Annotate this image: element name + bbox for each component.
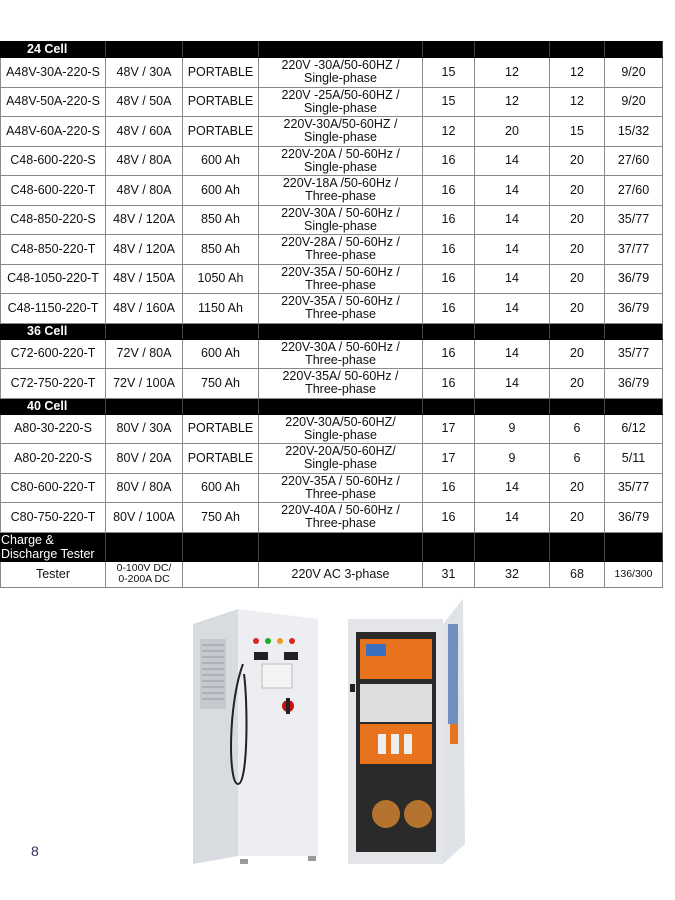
input-power-cell (259, 117, 423, 147)
section-title: 24 Cell (1, 42, 106, 58)
output-cell: 48V / 80A (106, 146, 183, 176)
model-cell: A80-20-220-S (1, 444, 106, 474)
capacity-cell: 850 Ah (183, 205, 259, 235)
header-cell (550, 42, 605, 58)
section-header-row (1, 323, 663, 339)
input-power-line2: Three-phase (305, 277, 376, 292)
model-cell: C48-1150-220-T (1, 294, 106, 324)
spec-cell: 20 (550, 146, 605, 176)
header-cell (423, 398, 475, 414)
header-cell (423, 42, 475, 58)
input-power-line1: 220V-35A / 50-60Hz / (281, 264, 400, 279)
table-row (1, 87, 663, 117)
model-cell: A48V-30A-220-S (1, 58, 106, 88)
capacity-cell (183, 561, 259, 587)
input-power-line2: Single-phase (304, 427, 377, 442)
input-power-cell (259, 264, 423, 294)
header-cell (106, 42, 183, 58)
weight-cell: 6/12 (605, 414, 663, 444)
spec-cell: 16 (423, 339, 475, 369)
header-cell (259, 532, 423, 561)
spec-cell: 16 (423, 473, 475, 503)
weight-cell: 36/79 (605, 503, 663, 533)
model-cell: C72-600-220-T (1, 339, 106, 369)
output-cell: 48V / 160A (106, 294, 183, 324)
spec-cell: 32 (475, 561, 550, 587)
model-cell: A48V-60A-220-S (1, 117, 106, 147)
output-cell: 72V / 100A (106, 369, 183, 399)
spec-cell: 14 (475, 264, 550, 294)
model-cell: C72-750-220-T (1, 369, 106, 399)
section-title-line1: Charge & (1, 532, 54, 547)
weight-cell: 27/60 (605, 176, 663, 206)
spec-cell: 20 (550, 205, 605, 235)
input-power-line1: 220V -25A/50-60HZ / (281, 87, 400, 102)
capacity-cell: 1050 Ah (183, 264, 259, 294)
spec-cell: 14 (475, 176, 550, 206)
input-power-line1: 220V-18A /50-60Hz / (282, 176, 399, 191)
spec-cell: 12 (423, 117, 475, 147)
output-cell: 72V / 80A (106, 339, 183, 369)
section-title: 36 Cell (1, 323, 106, 339)
weight-cell: 36/79 (605, 369, 663, 399)
model-cell: C80-600-220-T (1, 473, 106, 503)
input-power-line2: Single-phase (304, 159, 377, 174)
input-power-cell (259, 205, 423, 235)
input-power-line2: Three-phase (305, 189, 376, 204)
spec-cell: 15 (423, 58, 475, 88)
weight-cell: 35/77 (605, 339, 663, 369)
open-cabinet-image (348, 599, 465, 864)
section-title (1, 532, 106, 561)
header-cell (106, 532, 183, 561)
spec-cell: 14 (475, 146, 550, 176)
output-cell: 48V / 150A (106, 264, 183, 294)
input-power-line2: Three-phase (305, 486, 376, 501)
capacity-cell: 600 Ah (183, 339, 259, 369)
charger-cabinets-photo (188, 594, 478, 879)
output-cell: 48V / 50A (106, 87, 183, 117)
spec-cell: 20 (550, 176, 605, 206)
spec-cell: 12 (550, 87, 605, 117)
table-row (1, 58, 663, 88)
spec-cell: 20 (550, 235, 605, 265)
weight-cell: 9/20 (605, 87, 663, 117)
weight-cell: 36/79 (605, 264, 663, 294)
weight-cell: 27/60 (605, 146, 663, 176)
header-cell (423, 532, 475, 561)
table-row (1, 473, 663, 503)
header-cell (259, 42, 423, 58)
spec-cell: 16 (423, 503, 475, 533)
section-header-row (1, 42, 663, 58)
spec-cell: 20 (550, 369, 605, 399)
spec-cell: 14 (475, 369, 550, 399)
spec-cell: 20 (550, 473, 605, 503)
weight-cell: 136/300 (605, 561, 663, 587)
input-power-cell (259, 473, 423, 503)
table-row (1, 264, 663, 294)
table-row (1, 146, 663, 176)
header-cell (605, 398, 663, 414)
spec-cell: 14 (475, 473, 550, 503)
input-power-line2: Three-phase (305, 352, 376, 367)
output-cell (106, 561, 183, 587)
product-spec-table (0, 41, 663, 588)
spec-cell: 16 (423, 235, 475, 265)
header-cell (475, 398, 550, 414)
output-cell: 80V / 20A (106, 444, 183, 474)
input-power-line2: Three-phase (305, 382, 376, 397)
spec-cell: 20 (550, 503, 605, 533)
table-row (1, 369, 663, 399)
output-cell: 80V / 30A (106, 414, 183, 444)
header-cell (259, 323, 423, 339)
spec-cell: 16 (423, 264, 475, 294)
capacity-cell: PORTABLE (183, 117, 259, 147)
section-title: 40 Cell (1, 398, 106, 414)
weight-cell: 5/11 (605, 444, 663, 474)
header-cell (550, 323, 605, 339)
header-cell (605, 532, 663, 561)
input-power-line2: Single-phase (304, 71, 377, 86)
input-power-line1: 220V-35A / 50-60Hz / (281, 294, 400, 309)
table-row (1, 414, 663, 444)
spec-cell: 14 (475, 503, 550, 533)
model-cell: C48-850-220-T (1, 235, 106, 265)
input-power-cell (259, 176, 423, 206)
input-power-line1: 220V-20A / 50-60Hz / (281, 146, 400, 161)
spec-cell: 16 (423, 294, 475, 324)
weight-cell: 35/77 (605, 473, 663, 503)
spec-cell: 16 (423, 369, 475, 399)
table-row (1, 561, 663, 587)
spec-cell: 16 (423, 176, 475, 206)
spec-cell: 12 (475, 58, 550, 88)
capacity-cell: 600 Ah (183, 473, 259, 503)
table-row (1, 205, 663, 235)
spec-cell: 6 (550, 414, 605, 444)
input-power-cell (259, 294, 423, 324)
spec-cell: 17 (423, 414, 475, 444)
input-power-cell (259, 87, 423, 117)
spec-cell: 9 (475, 444, 550, 474)
output-cell: 48V / 120A (106, 205, 183, 235)
table-row (1, 339, 663, 369)
table-row (1, 444, 663, 474)
capacity-cell: 1150 Ah (183, 294, 259, 324)
spec-cell: 31 (423, 561, 475, 587)
header-cell (183, 532, 259, 561)
table-row (1, 176, 663, 206)
input-power-cell (259, 58, 423, 88)
capacity-cell: PORTABLE (183, 444, 259, 474)
spec-cell: 68 (550, 561, 605, 587)
header-cell (475, 42, 550, 58)
capacity-cell: 600 Ah (183, 176, 259, 206)
spec-cell: 20 (550, 264, 605, 294)
input-power-line1: 220V-35A/ 50-60Hz / (282, 369, 399, 384)
output-cell: 48V / 30A (106, 58, 183, 88)
capacity-cell: 750 Ah (183, 503, 259, 533)
input-power-line1: 220V -30A/50-60HZ / (281, 58, 400, 73)
section-title-line2: Discharge Tester (1, 546, 95, 561)
header-cell (475, 532, 550, 561)
section-header-row (1, 532, 663, 561)
output-line2: 0-200A DC (118, 573, 170, 585)
output-cell: 48V / 80A (106, 176, 183, 206)
input-power-line2: Three-phase (305, 248, 376, 263)
input-power-cell (259, 503, 423, 533)
output-cell: 48V / 120A (106, 235, 183, 265)
input-power-cell (259, 369, 423, 399)
capacity-cell: 750 Ah (183, 369, 259, 399)
output-cell: 48V / 60A (106, 117, 183, 147)
section-header-row (1, 398, 663, 414)
header-cell (183, 323, 259, 339)
spec-cell: 20 (550, 339, 605, 369)
capacity-cell: PORTABLE (183, 58, 259, 88)
input-power-cell (259, 235, 423, 265)
output-cell: 80V / 100A (106, 503, 183, 533)
header-cell (259, 398, 423, 414)
header-cell (475, 323, 550, 339)
capacity-cell: PORTABLE (183, 414, 259, 444)
weight-cell: 9/20 (605, 58, 663, 88)
header-cell (423, 323, 475, 339)
spec-cell: 16 (423, 205, 475, 235)
input-power-line1: 220V-30A/50-60HZ/ (285, 414, 396, 429)
input-power-cell (259, 414, 423, 444)
input-power-cell: 220V AC 3-phase (259, 561, 423, 587)
header-cell (605, 42, 663, 58)
spec-cell: 20 (475, 117, 550, 147)
input-power-line2: Single-phase (304, 130, 377, 145)
model-cell: A80-30-220-S (1, 414, 106, 444)
input-power-line2: Single-phase (304, 218, 377, 233)
capacity-cell: 600 Ah (183, 146, 259, 176)
weight-cell: 36/79 (605, 294, 663, 324)
weight-cell: 35/77 (605, 205, 663, 235)
spec-cell: 12 (475, 87, 550, 117)
input-power-line1: 220V-35A / 50-60Hz / (281, 473, 400, 488)
input-power-line2: Three-phase (305, 307, 376, 322)
table-row (1, 117, 663, 147)
model-cell: C48-600-220-S (1, 146, 106, 176)
capacity-cell: PORTABLE (183, 87, 259, 117)
model-cell: C80-750-220-T (1, 503, 106, 533)
capacity-cell: 850 Ah (183, 235, 259, 265)
spec-cell: 9 (475, 414, 550, 444)
model-cell: Tester (1, 561, 106, 587)
closed-cabinet-image (193, 609, 318, 864)
table-row (1, 294, 663, 324)
output-cell: 80V / 80A (106, 473, 183, 503)
spec-cell: 17 (423, 444, 475, 474)
spec-cell: 14 (475, 339, 550, 369)
model-cell: C48-850-220-S (1, 205, 106, 235)
table-row (1, 503, 663, 533)
model-cell: C48-1050-220-T (1, 264, 106, 294)
input-power-line2: Three-phase (305, 516, 376, 531)
input-power-cell (259, 444, 423, 474)
weight-cell: 15/32 (605, 117, 663, 147)
input-power-line1: 220V-28A / 50-60Hz / (281, 235, 400, 250)
spec-cell: 14 (475, 294, 550, 324)
model-cell: A48V-50A-220-S (1, 87, 106, 117)
spec-cell: 6 (550, 444, 605, 474)
header-cell (550, 398, 605, 414)
input-power-line1: 220V-40A / 50-60Hz / (281, 503, 400, 518)
input-power-cell (259, 339, 423, 369)
input-power-line1: 220V-30A / 50-60Hz / (281, 205, 400, 220)
table-row (1, 235, 663, 265)
page-number: 8 (31, 843, 39, 859)
spec-cell: 20 (550, 294, 605, 324)
input-power-line1: 220V-30A / 50-60Hz / (281, 339, 400, 354)
weight-cell: 37/77 (605, 235, 663, 265)
input-power-line1: 220V-20A/50-60HZ/ (285, 444, 396, 459)
spec-cell: 12 (550, 58, 605, 88)
header-cell (183, 42, 259, 58)
input-power-cell (259, 146, 423, 176)
header-cell (106, 323, 183, 339)
model-cell: C48-600-220-T (1, 176, 106, 206)
header-cell (605, 323, 663, 339)
header-cell (106, 398, 183, 414)
spec-cell: 14 (475, 235, 550, 265)
header-cell (183, 398, 259, 414)
header-cell (550, 532, 605, 561)
spec-cell: 14 (475, 205, 550, 235)
input-power-line1: 220V-30A/50-60HZ / (283, 117, 398, 132)
spec-cell: 15 (550, 117, 605, 147)
output-line1: 0-100V DC/ (116, 562, 172, 574)
spec-cell: 15 (423, 87, 475, 117)
spec-cell: 16 (423, 146, 475, 176)
input-power-line2: Single-phase (304, 457, 377, 472)
input-power-line2: Single-phase (304, 100, 377, 115)
